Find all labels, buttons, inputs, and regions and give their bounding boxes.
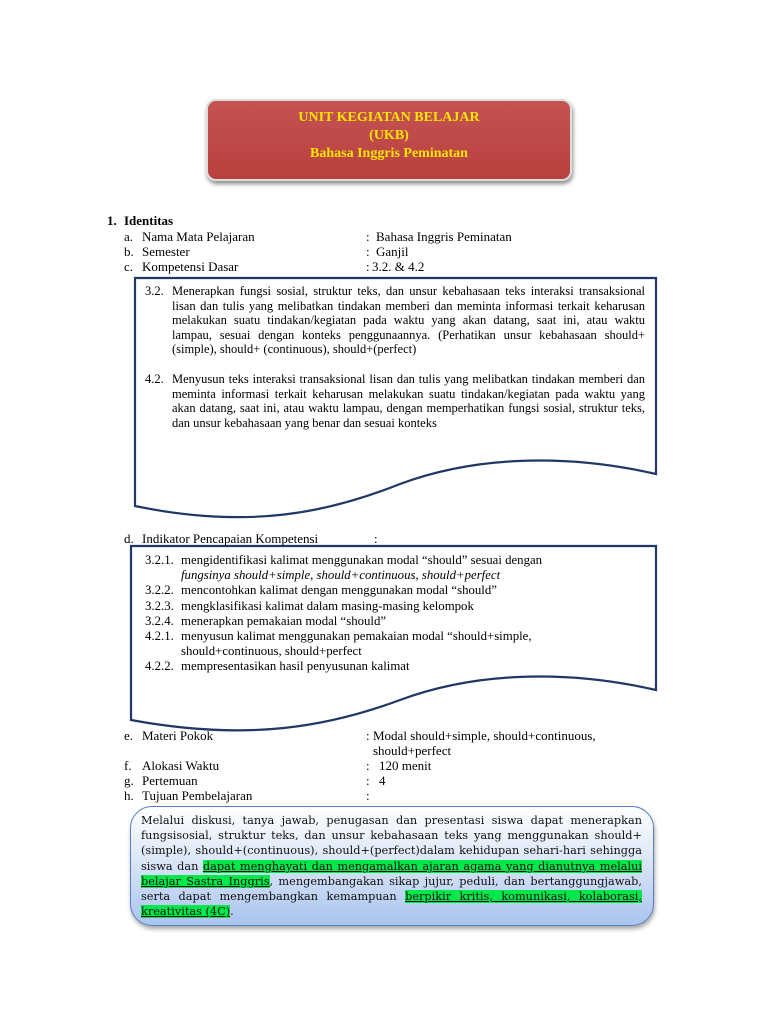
identity-label: Pertemuan	[142, 773, 198, 788]
indikator-item	[145, 629, 650, 659]
identity-label: Tujuan Pembelajaran	[142, 788, 253, 803]
title-line-3: Bahasa Inggris Peminatan	[310, 146, 468, 161]
identity-letter: a.	[124, 229, 134, 244]
indikator-label: Indikator Pencapaian Kompetensi	[142, 531, 319, 546]
indikator-separator: :	[374, 531, 378, 546]
indikator-item	[145, 553, 650, 583]
tujuan-part-3: .	[230, 905, 234, 919]
identity-label: Alokasi Waktu	[142, 758, 220, 773]
indikator-number: 4.2.2.	[145, 659, 174, 674]
tujuan-text	[141, 813, 642, 919]
identity-label: Materi Pokok	[142, 728, 214, 743]
title-line-1: UNIT KEGIATAN BELAJAR	[298, 110, 480, 125]
identity-value-continued: should+perfect	[373, 743, 452, 758]
kd-list	[145, 284, 645, 430]
indikator-item	[145, 659, 650, 674]
section-heading: Identitas	[124, 213, 174, 228]
indikator-text-continued: should+continuous, should+perfect	[181, 644, 362, 659]
indikator-number: 3.2.2.	[145, 583, 174, 598]
kd-number: 4.2.	[145, 371, 164, 386]
indikator-item	[145, 614, 650, 629]
indikator-text: menyusun kalimat menggunakan pemakaian modal “should+simple,	[181, 629, 532, 644]
kd-text: Menerapkan fungsi sosial, struktur teks, dan unsur kebahasaan teks interaksi transaksional lisan dan tulis yang melibatkan tindakan memberi dan meminta informasi terkait keharusan melakukan suatu tindakan/kegiatan pada waktu yang akan datang, saat ini, atau waktu lampau, sesuai dengan konteks penggunaannya. (Perhatikan unsur kebahasaan should+(simple), should+ (continuous), should+(perfect)	[172, 284, 645, 357]
identity-label: Nama Mata Pelajaran	[142, 229, 255, 244]
indikator-list	[145, 553, 650, 675]
title-line-2: (UKB)	[369, 128, 409, 143]
identity-separator: :	[366, 259, 370, 274]
identity-value: 120 menit	[379, 758, 432, 773]
kd-item	[145, 284, 645, 357]
identity-separator: :	[366, 728, 370, 743]
kd-text: Menyusun teks interaksi transaksional lisan dan tulis yang melibatkan tindakan memberi dan meminta informasi terkait keharusan melakukan suatu tindakan/kegiatan pada waktu yang akan datang, saat ini, atau waktu lampau, dengan memperhatikan fungsi sosial, struktur teks, dan unsur kebahasaan yang benar dan sesuai konteks	[172, 371, 645, 430]
indikator-text: mencontohkan kalimat dengan menggunakan modal “should”	[181, 583, 497, 598]
indikator-number: 3.2.1.	[145, 553, 174, 567]
identity-value: 3.2. & 4.2	[372, 259, 425, 274]
tujuan-part-2: , mengembangakan sikap jujur, peduli, dan bertanggungjawab, serta dapat mengembangkan kemampuan	[141, 874, 642, 904]
indikator-letter: d.	[124, 531, 134, 546]
tujuan-highlight-1: dapat menghayati dan mengamalkan ajaran agama yang dianutnya melalui belajar Sastra Inggris	[141, 859, 642, 888]
identity-separator: :	[366, 788, 370, 803]
identity-label: Kompetensi Dasar	[142, 259, 239, 274]
indikator-number: 4.2.1.	[145, 629, 174, 644]
indikator-text: mengidentifikasi kalimat menggunakan modal “should” sesuai dengan	[181, 553, 543, 567]
identity-separator: :	[366, 229, 370, 244]
identity-letter: h.	[124, 788, 134, 803]
identity-separator: :	[366, 758, 370, 773]
indikator-text: menerapkan pemakaian modal “should”	[181, 613, 387, 628]
identity-value: Modal should+simple, should+continuous,	[373, 728, 596, 743]
tujuan-part-1: Melalui diskusi, tanya jawab, penugasan dan presentasi siswa dapat menerapkan fungsisosial, struktur teks, dan unsur kebahasaan teks yang menggunakan should+ (simple), should+(continuous), should+(perfect)dalam kehidupan sehari-hari sehingga siswa dan	[141, 814, 642, 873]
indikator-item	[145, 583, 650, 598]
identity-separator: :	[366, 244, 370, 259]
identity-value: Ganjil	[376, 244, 409, 259]
identity-separator: :	[366, 773, 370, 788]
indikator-text: mengklasifikasi kalimat dalam masing-masing kelompok	[181, 598, 474, 613]
identity-value: Bahasa Inggris Peminatan	[376, 229, 512, 244]
identity-label: Semester	[142, 244, 190, 259]
identity-value: 4	[379, 773, 386, 788]
indikator-item	[145, 599, 650, 614]
tujuan-highlight-2: berpikir kritis, komunikasi, kolaborasi, kreativitas (4C)	[141, 890, 642, 919]
indikator-text: mempresentasikan hasil penyusunan kalimat	[181, 659, 410, 674]
indikator-number: 3.2.4.	[145, 613, 174, 628]
identity-letter: g.	[124, 773, 134, 788]
identity-letter: c.	[124, 259, 134, 274]
indikator-number: 3.2.3.	[145, 598, 174, 613]
kd-number: 3.2.	[145, 284, 164, 298]
identity-letter: b.	[124, 244, 134, 259]
section-number: 1.	[107, 213, 117, 228]
indikator-text-continued: fungsinya should+simple, should+continuous, should+perfect	[181, 568, 501, 583]
kd-item	[145, 372, 645, 430]
identity-letter: e.	[124, 728, 134, 743]
identity-letter: f.	[124, 758, 132, 773]
